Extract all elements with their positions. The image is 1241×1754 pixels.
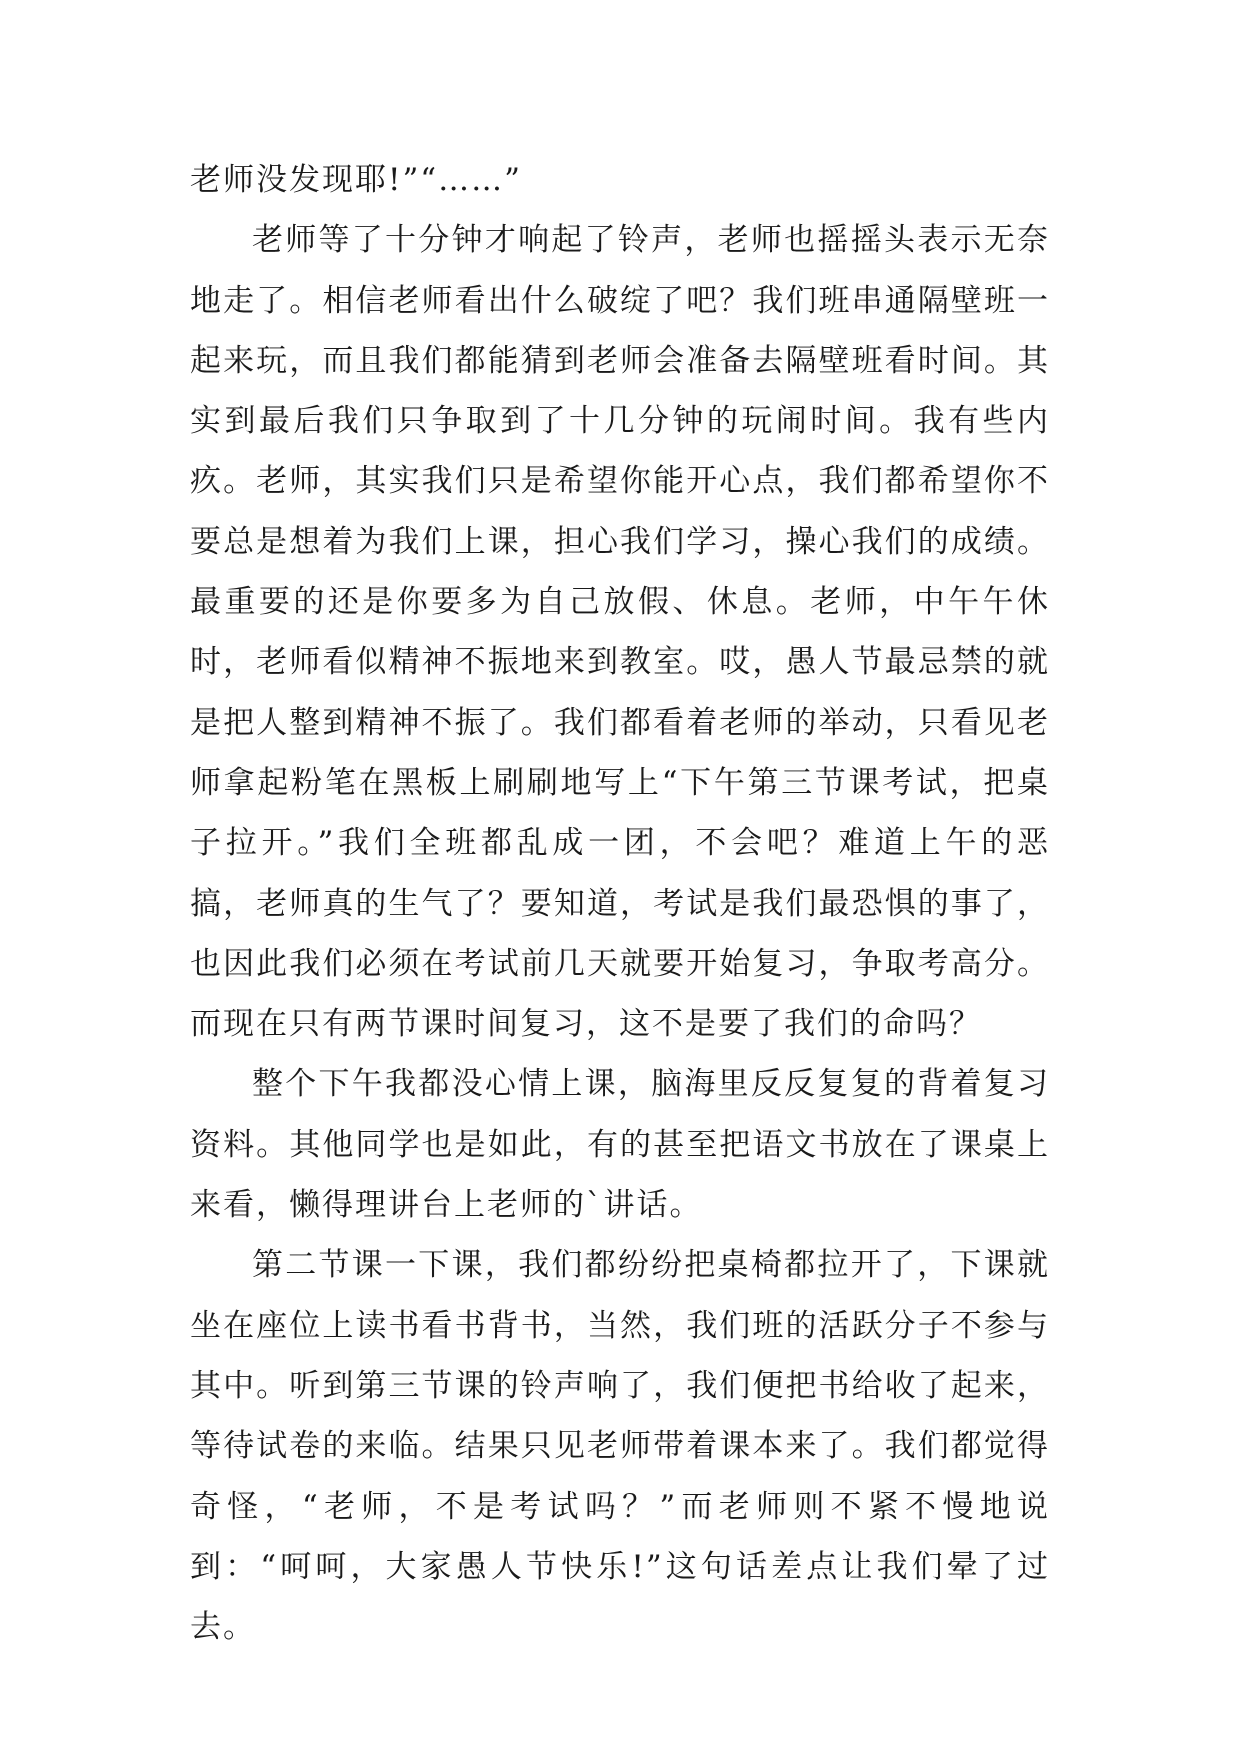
document-body — [190, 150, 1050, 1657]
paragraph-4: 第二节课一下课，我们都纷纷把桌椅都拉开了，下课就坐在座位上读书看书背书，当然，我们班的活跃分子不参与其中。听到第三节课的铃声响了，我们便把书给收了起来，等待试卷的来临。结果只见老师带着课本来了。我们都觉得奇怪，“老师，不是考试吗？”而老师则不紧不慢地说到：“呵呵，大家愚人节快乐!”这句话差点让我们晕了过去。 — [190, 1247, 1050, 1646]
paragraph-2: 老师等了十分钟才响起了铃声，老师也摇摇头表示无奈地走了。相信老师看出什么破绽了吧？我们班串通隔壁班一起来玩，而且我们都能猜到老师会准备去隔壁班看时间。其实到最后我们只争取到了十几分钟的玩闹时间。我有些内疚。老师，其实我们只是希望你能开心点，我们都希望你不要总是想着为我们上课，担心我们学习，操心我们的成绩。最重要的还是你要多为自己放假、休息。老师，中午午休时，老师看似精神不振地来到教室。哎，愚人节最忌禁的就是把人整到精神不振了。我们都看着老师的举动，只看见老师拿起粉笔在黑板上刷刷地写上“下午第三节课考试，把桌子拉开。”我们全班都乱成一团，不会吧？难道上午的恶搞，老师真的生气了？要知道，考试是我们最恐惧的事了，也因此我们必须在考试前几天就要开始复习，争取考高分。而现在只有两节课时间复习，这不是要了我们的命吗？ — [190, 222, 1050, 1043]
paragraph-1: 老师没发现耶!”“……” — [190, 162, 523, 198]
paragraph-3: 整个下午我都没心情上课，脑海里反反复复的背着复习资料。其他同学也是如此，有的甚至把语文书放在了课桌上来看，懒得理讲台上老师的`讲话。 — [190, 1066, 1050, 1224]
